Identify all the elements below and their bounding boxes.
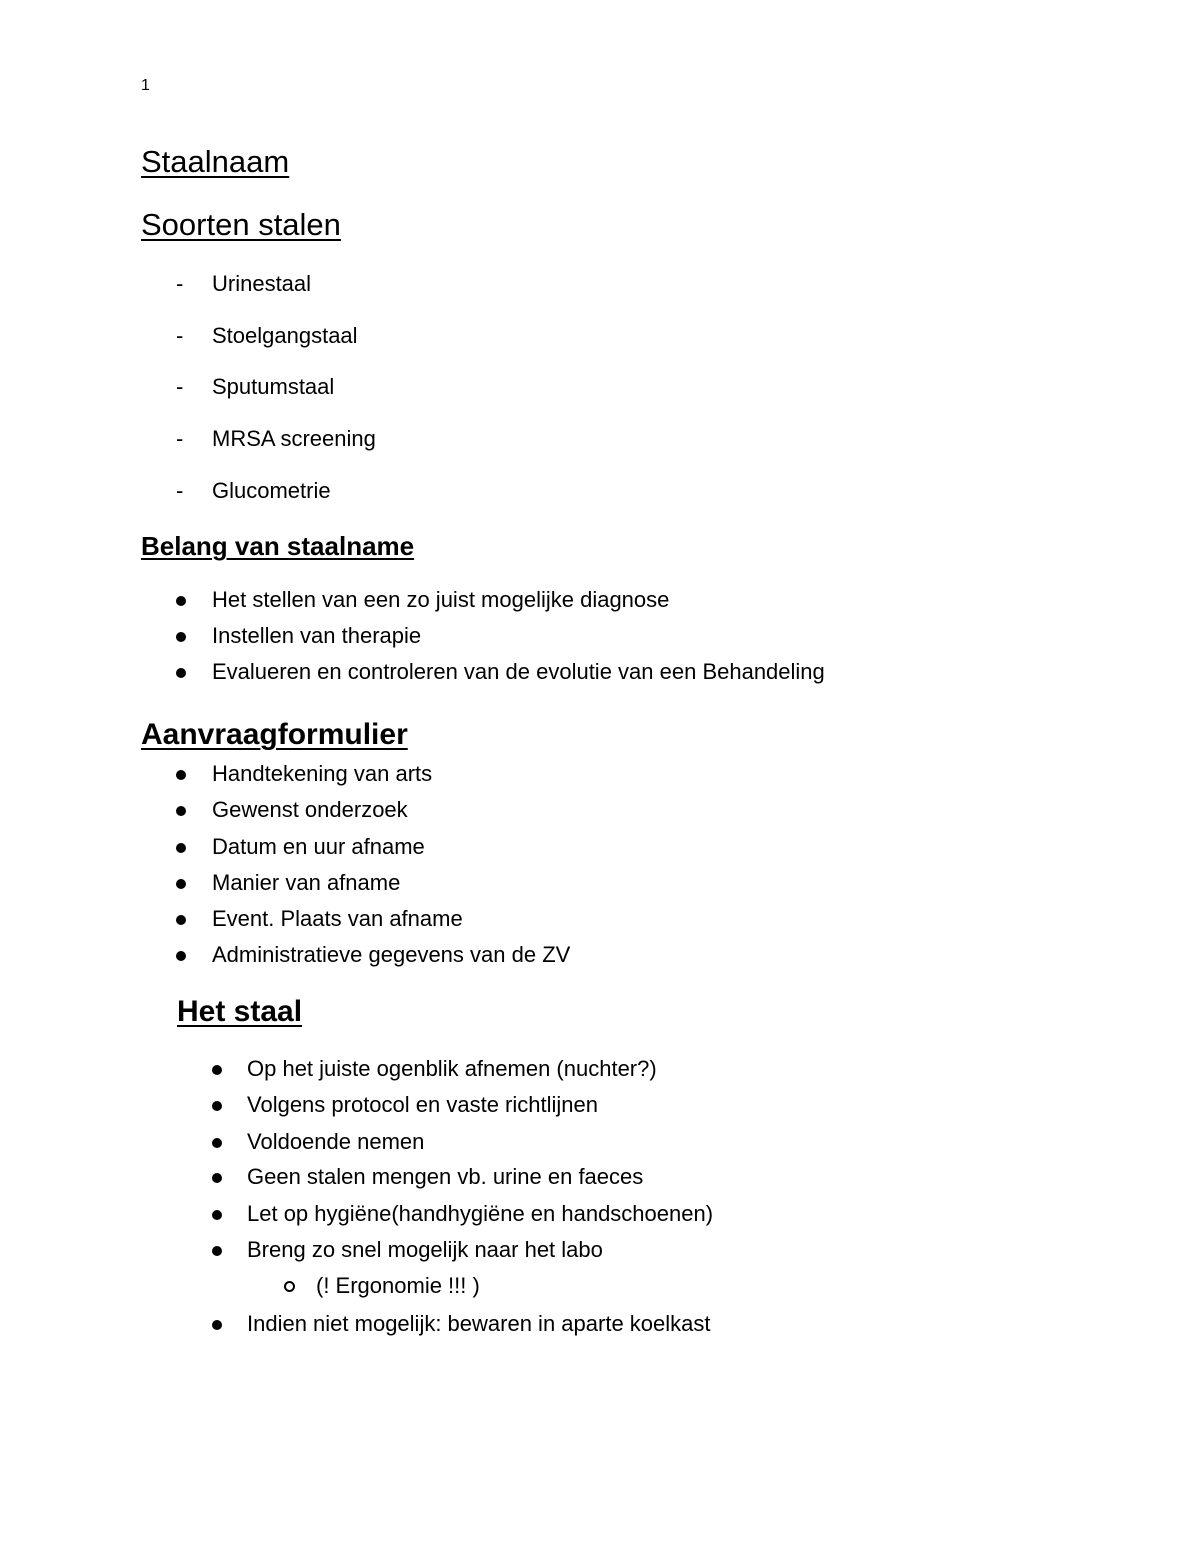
bullet-icon [176, 843, 186, 853]
bullet-icon [212, 1210, 222, 1220]
heading-het-staal: Het staal [177, 995, 303, 1028]
bullet-icon [176, 668, 186, 678]
heading-soorten-stalen: Soorten stalen [141, 207, 341, 242]
dash-bullet-icon: - [176, 323, 184, 348]
bullet-icon [176, 879, 186, 889]
bullet-icon [176, 806, 186, 816]
heading-aanvraagformulier: Aanvraagformulier [141, 718, 408, 751]
bullet-icon [176, 770, 186, 780]
page-number: 1 [141, 77, 150, 94]
heading-belang-van-staalname: Belang van staalname [141, 531, 415, 561]
bullet-icon [176, 915, 186, 925]
bullet-icon [176, 596, 186, 606]
bullet-icon [212, 1065, 222, 1075]
bullet-icon [212, 1320, 222, 1330]
document-page: 1 Staalnaam Soorten stalen - Urinestaal - Stoelgangstaal - Sputumstaal - MRSA screening - Glucometrie Belang van staalname Het stellen van een zo juist mogelijke diagnose Instellen van therapie Evalueren en controleren van de evolutie van een Behandeling Aanvraagformulier Handtekening van arts Gewenst onderzoek Datum en uur afname Manier van afname Event. Plaats van afname Administratieve gegevens van de ZV Het staal Op het juiste ogenblik afnemen (nuchter?) Volgens protocol en vaste richtlijnen Voldoende nemen Geen stalen mengen vb. urine en faeces Let op hygiëne(handhygiëne en handschoenen) Breng zo snel mogelijk naar het labo (! Ergonomie !!! ) Indien niet mogelijk: bewaren in aparte koelkast [141, 77, 825, 1336]
circle-bullet-icon [284, 1281, 295, 1292]
dash-bullet-icon: - [176, 374, 184, 399]
bullet-icon [212, 1246, 222, 1256]
heading-staalnaam: Staalnaam [141, 144, 290, 179]
bullet-icon [176, 632, 186, 642]
bullet-icon [212, 1101, 222, 1111]
bullet-icon [212, 1173, 222, 1183]
bullet-icon [212, 1138, 222, 1148]
dash-bullet-icon: - [176, 478, 184, 503]
bullet-icon [176, 951, 186, 961]
dash-bullet-icon: - [176, 271, 184, 296]
dash-bullet-icon: - [176, 426, 184, 451]
